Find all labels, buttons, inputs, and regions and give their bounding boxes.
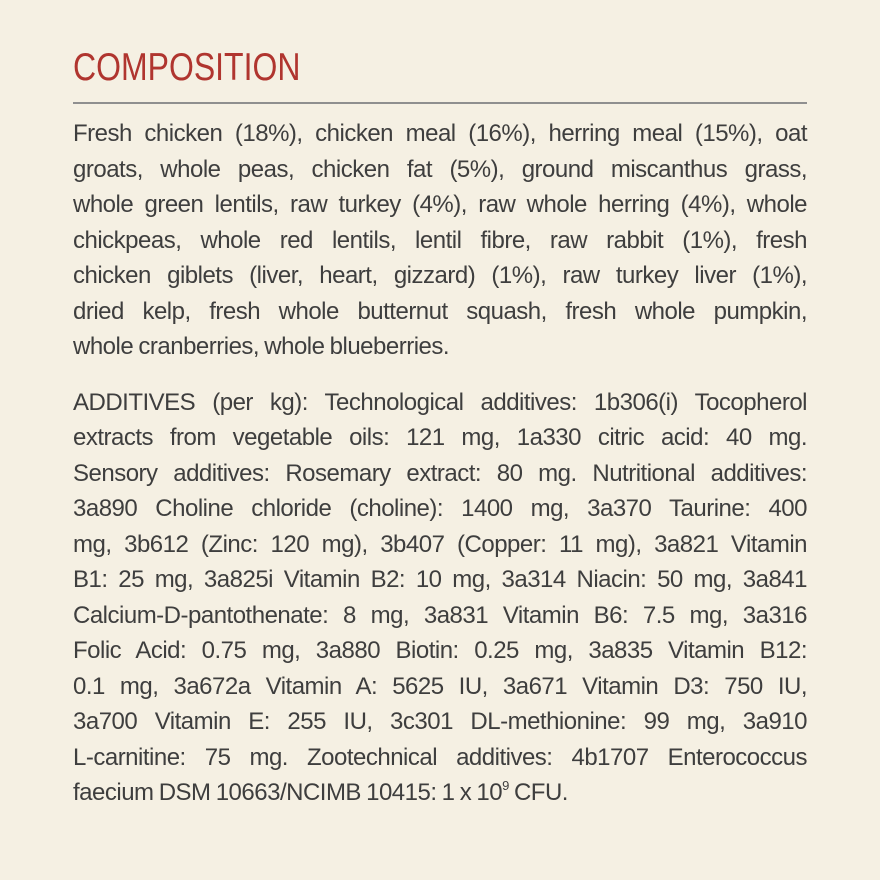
composition-paragraph [73, 116, 808, 365]
exponent-superscript: 9 [502, 778, 509, 793]
additives-line: 0.1 mg, 3a672a Vitamin A: 5625 IU, 3a671 Vitamin D3: 750 IU, [73, 672, 807, 700]
heading-divider [73, 102, 807, 104]
additives-line: Calcium-D-pantothenate: 8 mg, 3a831 Vitamin B6: 7.5 mg, 3a316 [73, 601, 807, 629]
additives-last-line [73, 775, 807, 811]
composition-line: chicken giblets (liver, heart, gizzard) (1%), raw turkey liver (1%), [73, 262, 807, 289]
composition-line: groats, whole peas, chicken fat (5%), ground miscanthus grass, [73, 155, 807, 183]
composition-line: Fresh chicken (18%), chicken meal (16%), herring meal (15%), oat [73, 120, 807, 147]
additives-line: Folic Acid: 0.75 mg, 3a880 Biotin: 0.25 mg, 3a835 Vitamin B12: [73, 637, 807, 664]
additives-line: ADDITIVES (per kg): Technological additives: 1b306(i) Tocopherol [73, 388, 807, 416]
composition-panel [73, 40, 808, 811]
additives-line: L-carnitine: 75 mg. Zootechnical additives: 4b1707 Enterococcus [73, 743, 807, 771]
composition-line: dried kelp, fresh whole butternut squash, fresh whole pumpkin, [73, 297, 807, 325]
additives-line: extracts from vegetable oils: 121 mg, 1a330 citric acid: 40 mg. [73, 424, 807, 451]
composition-line: chickpeas, whole red lentils, lentil fibre, raw rabbit (1%), fresh [73, 226, 807, 254]
additives-line: Sensory additives: Rosemary extract: 80 mg. Nutritional additives: [73, 459, 807, 487]
additives-line: 3a890 Choline chloride (choline): 1400 mg, 3a370 Taurine: 400 [73, 495, 807, 522]
additives-paragraph [73, 385, 808, 811]
additives-line: B1: 25 mg, 3a825i Vitamin B2: 10 mg, 3a314 Niacin: 50 mg, 3a841 [73, 566, 807, 593]
additives-line: 3a700 Vitamin E: 255 IU, 3c301 DL-methionine: 99 mg, 3a910 [73, 708, 807, 735]
additives-last-line-unit: CFU. [508, 779, 568, 806]
paragraph-gap [73, 365, 808, 385]
additives-last-line-text: faecium DSM 10663/NCIMB 10415: 1 x 10 [73, 779, 503, 806]
composition-line: whole green lentils, raw turkey (4%), raw whole herring (4%), whole [73, 191, 807, 218]
composition-line: whole cranberries, whole blueberries. [73, 333, 450, 360]
additives-line: mg, 3b612 (Zinc: 120 mg), 3b407 (Copper: 11 mg), 3a821 Vitamin [73, 530, 807, 558]
section-heading: COMPOSITION [73, 46, 301, 89]
